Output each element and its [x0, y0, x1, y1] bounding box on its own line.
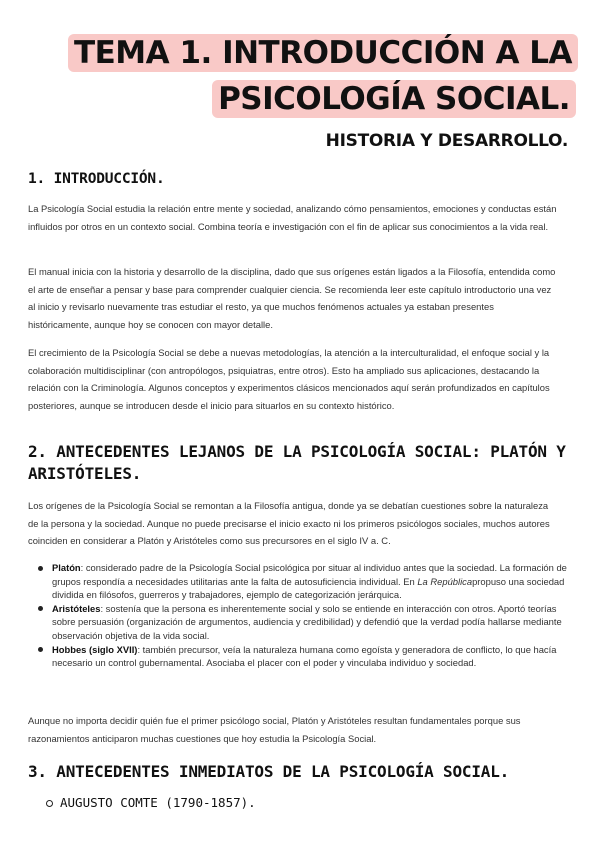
list-item-text: : sostenía que la persona es inherentemente social y solo se entiende en interacción con otros. Aportó teorías sobre persuasión (organización de argumentos, audiencia y credibilidad) y defendió que la verdad podía hallarse mediante observación objetiva de la vida social.: [52, 602, 562, 641]
section-2-closing: Aunque no importa decidir quién fue el primer psicólogo social, Platón y Aristóteles resultan fundamentales porque sus razonamientos anticiparon muchas cuestiones que hoy estudia la Psicología Social.: [28, 715, 521, 744]
section-2-heading: 2. ANTECEDENTES LEJANOS DE LA PSICOLOGÍA SOCIAL: PLATÓN Y ARISTÓTELES.: [28, 442, 566, 483]
section-2-intro: Los orígenes de la Psicología Social se remontan a la Filosofía antigua, donde ya se debatían cuestiones sobre la naturaleza de la persona y la sociedad. Aunque no puede precisarse el inicio exacto ni los primeros psicólogos sociales, muchos autores coinciden en considerar a Platón y Aristóteles como sus precursores en el siglo IV a. C.: [28, 500, 550, 547]
hollow-bullet-icon: [46, 800, 53, 807]
sub-item-text: AUGUSTO COMTE (1790-1857).: [60, 795, 256, 810]
bullet-icon: [38, 606, 43, 611]
section-3-sub-item: [60, 795, 256, 810]
list-item: [38, 602, 570, 643]
list-item-text: : considerado padre de la Psicología Social psicológica por situar al individuo antes que la sociedad. La formación de grupos respondía a necesidades utilitarias ante la falta de autosuficiencia individual. En: [52, 562, 567, 587]
bullet-icon: [38, 566, 43, 571]
list-item: [38, 561, 570, 602]
section-1-paragraph-1: La Psicología Social estudia la relación entre mente y sociedad, analizando cómo pensamientos, emociones y conductas están influidos por otros en un contexto social. Combina teoría e investigación con el fin de aplicar sus conocimientos a la vida real.: [28, 203, 557, 232]
section-1-paragraph-3: El crecimiento de la Psicología Social se debe a nuevas metodologías, la atención a la interculturalidad, el enfoque social y la colaboración multidisciplinar (con antropólogos, psiquiatras, entre otros). Esto ha ampliado sus aplicaciones, destacando la relación con la Criminología. Algunos conceptos y experimentos clásicos mencionados aquí serán profundizados en capítulos posteriores, aunque se introducen desde el inicio para situarlos en su contexto histórico.: [28, 347, 550, 411]
list-item-term: Platón: [52, 562, 81, 573]
bullet-icon: [38, 647, 43, 652]
title-line-2: PSICOLOGÍA SOCIAL.: [212, 80, 576, 118]
section-1-paragraph-2: El manual inicia con la historia y desarrollo de la disciplina, dado que sus orígenes están ligados a la Filosofía, entendida como el arte de enseñar a pensar y base para comprender cualquier ciencia. Se recomienda leer este capítulo introductorio una vez al inicio y revisarlo nuevamente tras estudiar el resto, ya que muchos fenómenos actuales ya estaban presentes históricamente, aunque hoy se conocen con mayor detalle.: [28, 266, 556, 330]
list-item: [38, 643, 570, 670]
section-1-heading: 1. INTRODUCCIÓN.: [28, 171, 165, 187]
page-subtitle: HISTORIA Y DESARROLLO.: [325, 131, 568, 151]
list-item-text: : también precursor, veía la naturaleza humana como egoísta y generadora de conflicto, lo que hacía necesario un control gubernamental. Asociaba el placer con el poder y vinculaba individuo y sociedad.: [52, 643, 557, 669]
section-3-heading: 3. ANTECEDENTES INMEDIATOS DE LA PSICOLOGÍA SOCIAL.: [28, 762, 510, 781]
title-line-1: TEMA 1. INTRODUCCIÓN A LA: [68, 34, 578, 72]
list-item-text-after: propuso una sociedad dividida en filósofos, guerreros y trabajadores, ejemplo de categorización jerárquica.: [52, 575, 565, 601]
list-item-term: Hobbes (siglo XVII): [52, 643, 138, 655]
page-title: [56, 34, 576, 118]
list-item-term: Aristóteles: [52, 602, 101, 614]
list-item-italic: La República: [417, 575, 473, 587]
precursors-list: [38, 561, 570, 670]
